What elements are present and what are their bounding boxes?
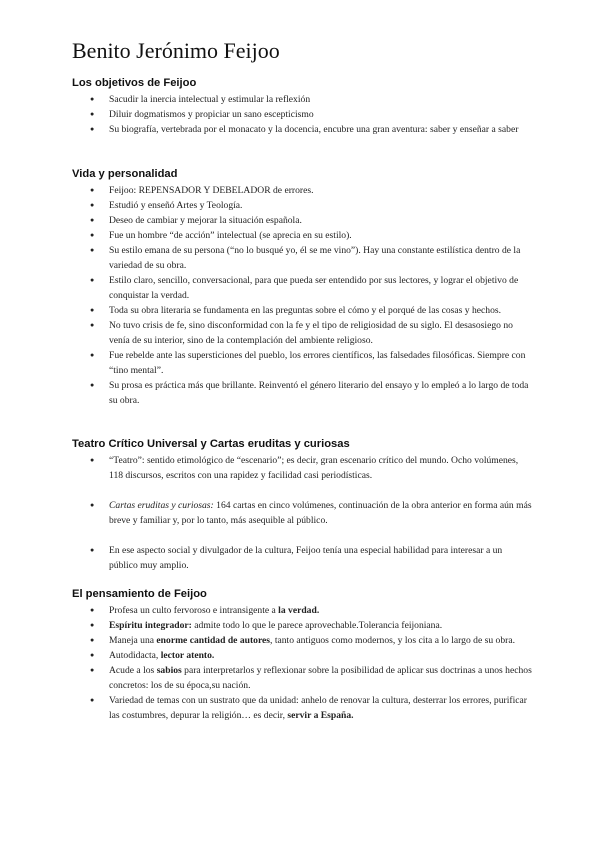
list-item: ● “Teatro”: sentido etimológico de “escenario”; es decir, gran escenario crítico del mundo. Ocho volúmenes, 118 discursos, escritos con una rapidez y facilidad casi periodísticas. [72,453,532,483]
list-item: ● Su estilo emana de su persona (“no lo busqué yo, él se me vino”). Hay una constante estilística dentro de la variedad de su obra. [72,243,532,273]
list-item: ● Diluir dogmatismos y propiciar un sano escepticismo [72,107,532,122]
list-item: ● Estilo claro, sencillo, conversacional, para que pueda ser entendido por sus lectores, y lograr el objetivo de conquistar la verdad. [72,273,532,303]
list-item: ● Variedad de temas con un sustrato que da unidad: anhelo de renovar la cultura, desterrar los errores, purificar las costumbres, depurar la religión… es decir, servir a España. [72,693,532,723]
list-item: ● Acude a los sabios para interpretarlos y reflexionar sobre la posibilidad de aplicar sus doctrinas a unos hechos concretos: los de su época,su nación. [72,663,532,693]
list-item: ● Feijoo: REPENSADOR Y DEBELADOR de errores. [72,183,532,198]
list-item: ● Cartas eruditas y curiosas: 164 cartas en cinco volúmenes, continuación de la obra anterior en forma aún más breve y familiar y, por lo tanto, más asequible al público. [72,498,532,528]
list-item: ● Estudió y enseñó Artes y Teología. [72,198,532,213]
teatro-list [72,453,532,573]
list-item: ● Maneja una enorme cantidad de autores, tanto antiguos como modernos, y los cita a lo largo de su obra. [72,633,532,648]
list-item: ● Profesa un culto fervoroso e intransigente a la verdad. [72,603,532,618]
list-item: ● Sacudir la inercia intelectual y estimular la reflexión [72,92,532,107]
list-item: ● Toda su obra literaria se fundamenta en las preguntas sobre el cómo y el porqué de las cosas y hechos. [72,303,532,318]
list-item: ● Espíritu integrador: admite todo lo que le parece aprovechable.Tolerancia feijoniana. [72,618,532,633]
list-item: ● Su prosa es práctica más que brillante. Reinventó el género literario del ensayo y lo empleó a lo largo de toda su obra. [72,378,532,408]
list-item: ● No tuvo crisis de fe, sino disconformidad con la fe y el tipo de religiosidad de su siglo. El desasosiego no venía de su interior, sino de la contemplación del ambiente religioso. [72,318,532,348]
list-item: ● Fue un hombre “de acción” intelectual (se aprecia en su estilo). [72,228,532,243]
section-heading-objetivos: Los objetivos de Feijoo [72,77,197,89]
vida-list [72,183,532,408]
list-item: ● Deseo de cambiar y mejorar la situación española. [72,213,532,228]
cartas-title: Cartas eruditas y curiosas: [109,500,214,511]
objetivos-list [72,92,532,137]
section-heading-teatro: Teatro Crítico Universal y Cartas eruditas y curiosas [72,438,350,450]
list-item: ● Su biografía, vertebrada por el monacato y la docencia, encubre una gran aventura: saber y enseñar a saber [72,122,532,137]
list-item: ● Autodidacta, lector atento. [72,648,532,663]
section-heading-pensamiento: El pensamiento de Feijoo [72,588,207,600]
list-item: ● Fue rebelde ante las supersticiones del pueblo, los errores científicos, las falsedades filosóficas. Siempre con “tino mental”. [72,348,532,378]
section-heading-vida: Vida y personalidad [72,168,178,180]
list-item: ● En ese aspecto social y divulgador de la cultura, Feijoo tenía una especial habilidad para interesar a un público muy amplio. [72,543,532,573]
page-title: Benito Jerónimo Feijoo [72,38,280,63]
pensamiento-list [72,603,532,723]
